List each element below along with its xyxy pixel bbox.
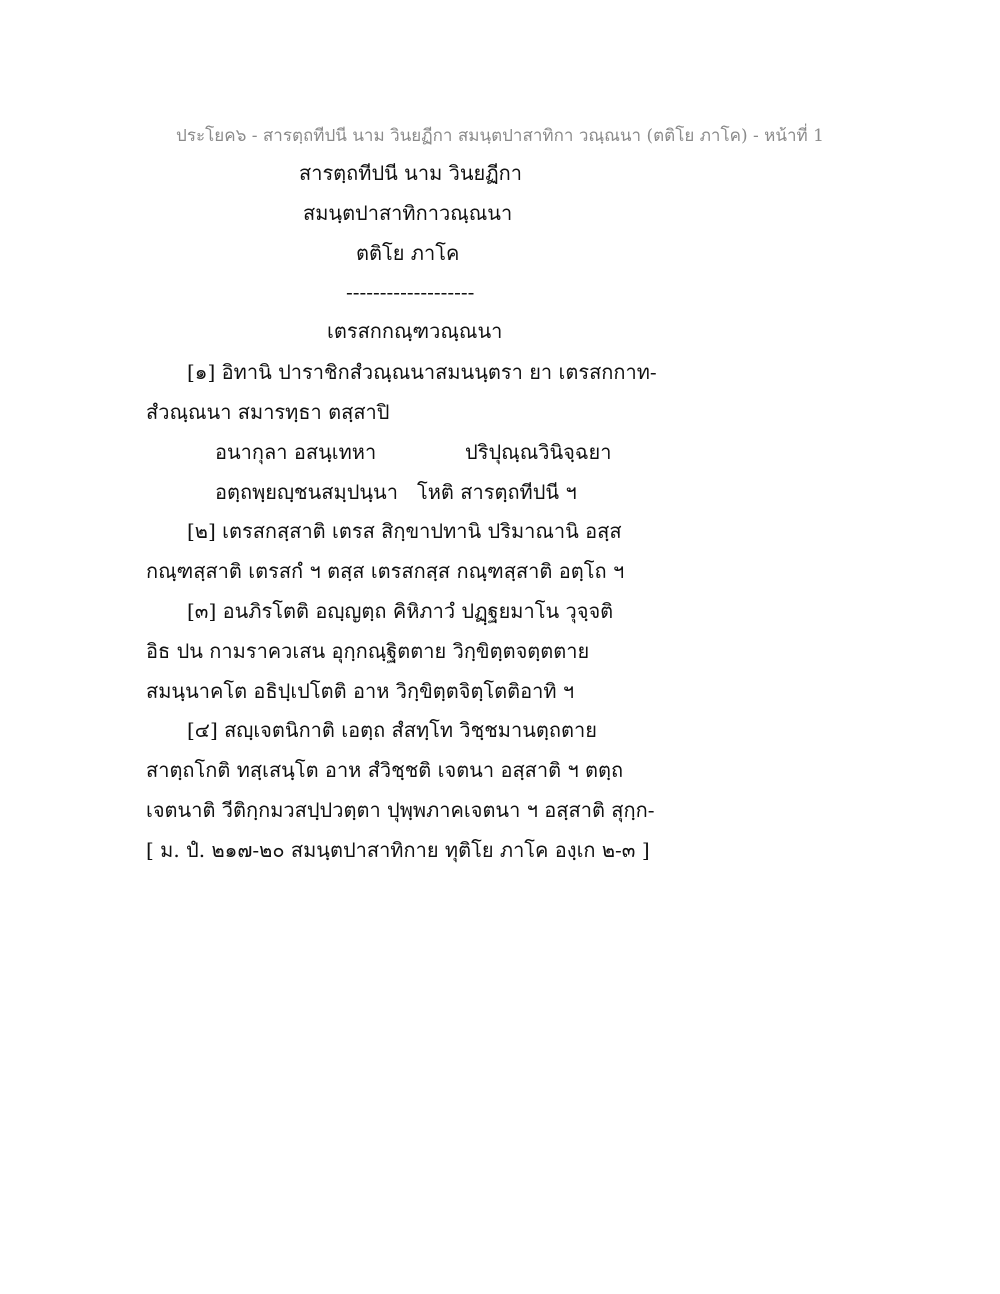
- section-heading: เตรสกกณฺฑวณฺณนา: [327, 319, 503, 343]
- paragraph-3-line: [๓] อนภิรโตติ อญฺญตฺถ คิหิภาวํ ปฏฺฐยมาโน วุจฺจติ: [187, 599, 614, 623]
- verse-line-2-second-half: โหติ สารตฺถทีปนี ฯ: [417, 480, 577, 504]
- volume-label: ตติโย ภาโค: [356, 241, 460, 265]
- book-title: สารตฺถทีปนี นาม วินยฏีกา: [299, 161, 523, 185]
- paragraph-1-line: สํวณฺณนา สมารทฺธา ตสฺสาปิ: [146, 400, 390, 424]
- paragraph-4-line: [๔] สญฺเจตนิกาติ เอตฺถ สํสทฺโท วิชฺชมานตฺถตาย: [187, 718, 597, 742]
- paragraph-2-line: กณฺฑสฺสาติ เตรสกํ ฯ ตสฺส เตรสกสฺส กณฺฑสฺสาติ อตฺโถ ฯ: [146, 559, 625, 583]
- running-header: ประโยค๖ - สารตฺถทีปนี นาม วินยฏีกา สมนฺตปาสาทิกา วณฺณนา (ตติโย ภาโค) - หน้าที่ 1: [176, 126, 824, 146]
- paragraph-4-line: สาตฺถโกติ ทสฺเสนฺโต อาห สํวิชฺชติ เจตนา อสฺสาติ ฯ ตตฺถ: [146, 758, 624, 782]
- verse-line-2-first-half: อตฺถพฺยญฺชนสมฺปนฺนา: [215, 480, 398, 504]
- verse-line-1-second-half: ปริปุณฺณวินิจฺฉยา: [465, 440, 612, 464]
- title-divider: -------------------: [346, 280, 475, 304]
- paragraph-4-line: เจตนาติ วีติกฺกมวสปฺปวตฺตา ปุพฺพภาคเจตนา ฯ อสฺสาติ สุกฺก-: [146, 798, 655, 822]
- footnote-reference: [ ม. ปํ. ๒๑๗-๒๐ สมนฺตปาสาทิกาย ทุติโย ภาโค องฺเก ๒-๓ ]: [146, 838, 650, 862]
- paragraph-3-line: สมนฺนาคโต อธิปฺเปโตติ อาห วิกฺขิตฺตจิตฺโตติอาทิ ฯ: [146, 679, 575, 703]
- paragraph-1-line: [๑] อิทานิ ปาราชิกสํวณฺณนาสมนนฺตรา ยา เตรสกกาท-: [187, 360, 657, 384]
- book-subtitle: สมนฺตปาสาทิกาวณฺณนา: [303, 201, 513, 225]
- paragraph-2-line: [๒] เตรสกสฺสาติ เตรส สิกฺขาปทานิ ปริมาณานิ อสฺส: [187, 519, 622, 543]
- verse-line-1-first-half: อนากุลา อสนฺเทหา: [215, 440, 377, 464]
- paragraph-3-line: อิธ ปน กามราควเสน อุกฺกณฺฐิตตาย วิกฺขิตฺตจตฺตตาย: [146, 639, 590, 663]
